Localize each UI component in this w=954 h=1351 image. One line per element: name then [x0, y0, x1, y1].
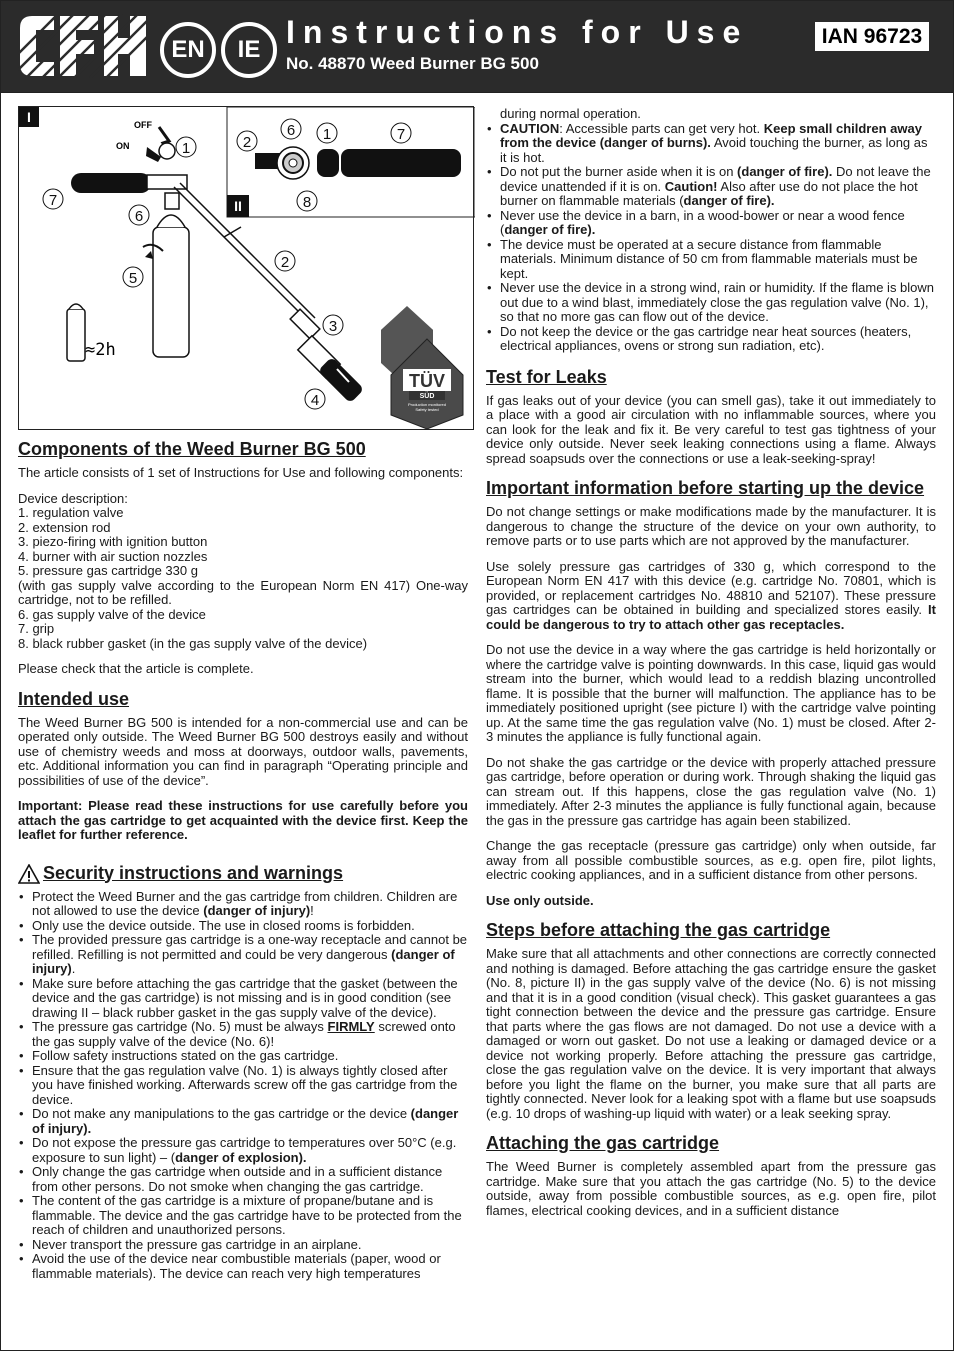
svg-text:4: 4 — [310, 392, 320, 409]
list-item: 2. extension rod — [18, 519, 111, 535]
continued-text: during normal operation. — [500, 106, 641, 121]
list-item: 3. piezo-firing with ignition button — [18, 534, 208, 549]
panel-label-ii: II — [234, 198, 242, 214]
svg-text:6: 6 — [286, 122, 296, 139]
list-item: • Follow safety instructions stated on the gas cartridge. — [18, 1049, 468, 1064]
svg-text:1: 1 — [181, 140, 191, 157]
svg-text:Production monitored: Production monitored — [407, 402, 447, 407]
svg-text:1: 1 — [322, 126, 332, 143]
steps-heading: Steps before attaching the gas cartridge — [486, 920, 831, 940]
leaks-text: If gas leaks out of your device (you can smell gas), take it out immediately to a place with a good air circulation with no inflammable sources, where you can look for the leak and fix it. Be very careful to test gas tightness of your device only outside. Never seek leaking connections using a flame. Always spread soapsuds over the connections or use a leak-seeking-spray! — [486, 392, 936, 466]
intended-use-text: The Weed Burner BG 500 is intended for a non-commercial use and can be operated only outside. The Weed Burner BG 500 destroys easily and without use of chemistry weeds and moss at doorways, outdoor walls, pavements, etc. Additional information you can find in paragraph “Operating principle and possibilities of use of the device”. — [18, 714, 468, 788]
panel-label-i: I — [27, 109, 31, 125]
svg-text:7: 7 — [48, 192, 58, 209]
components-list — [18, 492, 468, 652]
svg-text:3: 3 — [328, 318, 338, 335]
list-item: 5. pressure gas cartridge 330 g — [18, 563, 198, 578]
callout-6 — [129, 205, 149, 225]
list-item: • Do not put the burner aside when it is on (danger of fire). Do not leave the device unattended if it is on. Caution! Also after use do not place the hot burner on flammable materials (danger of fire). — [486, 165, 936, 209]
country-badge-en: EN — [160, 22, 216, 78]
attach-heading: Attaching the gas cartridge — [486, 1133, 720, 1153]
svg-text:8: 8 — [302, 194, 312, 211]
list-item: 4. burner with air suction nozzles — [18, 548, 208, 564]
list-item: • Never use the device in a strong wind, rain or humidity. If the flame is blown out due to a wind blast, immediately close the gas regulation valve (No. 1), so that no more gas can flow out of the device. — [486, 281, 936, 325]
svg-text:6: 6 — [134, 208, 144, 225]
country-badge-ie: IE — [221, 22, 277, 78]
info-paragraph-5: Change the gas receptacle (pressure gas cartridge) only when outside, far away from all possible combustible sources, as e.g. open fire, pilot lights, electric cooking appliances, and in a sufficient distance from other persons. — [486, 838, 936, 882]
ian-badge: IAN 96723 — [815, 22, 929, 51]
steps-text: Make sure that all attachments and other connections are correctly connected and nothing is damaged. Before attaching the gas cartridge ensure the gasket (No. 8, picture II) in the gas supply valve of the device (No. 6) is not missing and that it is in a good condition (visual check). This gasket guarantees a gas tight connection between the device and the pressure gas cartridge. Ensure that parts where the gas flows are not damaged. Do not use a device with a damaged or worn out gasket. Do not use a leaking or damaged device or a device not working properly. Before attaching the pressure gas cartridge, close the gas regulation valve on the device. It is very important that always before you light the flame on the burner, you make sure that all parts are tightly connected. Never look for a leaking spot with a flame but use soapsuds (e.g. 10 drops of washing-up liquid with water) or a leak seeking spray. — [486, 946, 936, 1121]
list-item: • Only change the gas cartridge when outside and in a sufficient distance from other persons. Do not smoke when changing the gas cartridge. — [18, 1165, 468, 1194]
callout-ii-6 — [281, 119, 301, 139]
info-paragraph-3: Do not use the device in a way where the gas cartridge is held horizontally or where the cartridge valve is pointing downwards. In this case, liquid gas would stream into the burner, which would lead to a reddish blazing uncontrolled flame. It is possible that the burner will malfunction. The appliance has to be immediately positioned upright (see picture I) with the cartridge valve pointing up. At the same time the gas regulation valve (No. 1) must be closed. After 2-3 minutes the appliance is fully functional again. — [486, 642, 936, 744]
callout-2 — [275, 251, 295, 271]
intended-use-heading: Intended use — [18, 688, 130, 709]
security-list-continued — [486, 122, 936, 354]
important-note: Important: Please read these instructions for use carefully before you attach the gas cartridge to get acquainted with the device first. Keep the leaflet for further reference. — [18, 798, 468, 842]
right-column — [486, 107, 936, 1229]
info-paragraph-1: Do not change settings or make modifications made by the manufacturer. It is dangerous to change the structure of the device on your own authority, to remove parts or to use parts which are not approved by the manufacturer. — [486, 504, 936, 548]
svg-text:SÜD: SÜD — [419, 393, 435, 400]
callout-ii-2 — [237, 131, 257, 151]
svg-text:OFF: OFF — [134, 120, 152, 130]
completeness-note: Please check that the article is complete. — [18, 661, 254, 676]
duration-label: ≈2h — [85, 340, 116, 360]
list-item: • Ensure that the gas regulation valve (No. 1) is always tightly closed after you have finished working. Afterwards screw off the gas cartridge from the device. — [18, 1064, 468, 1108]
svg-text:ON: ON — [116, 141, 130, 151]
callout-4 — [305, 389, 325, 409]
svg-text:2: 2 — [280, 254, 290, 271]
list-item: • The pressure gas cartridge (No. 5) must be always FIRMLY screwed onto the gas supply valve of the device (No. 6)! — [18, 1020, 468, 1049]
left-column — [18, 438, 468, 1289]
warning-icon — [18, 864, 40, 884]
callout-5 — [123, 267, 143, 287]
callout-ii-1 — [317, 123, 337, 143]
svg-text:Safety tested: Safety tested — [415, 407, 439, 412]
device-description-title: Device description: — [18, 490, 128, 506]
brand-logo — [18, 14, 148, 78]
list-item: 8. black rubber gasket (in the gas supply valve of the device) — [18, 635, 368, 651]
security-heading-row — [18, 862, 468, 884]
callout-3 — [323, 315, 343, 335]
page-title: Instructions for Use — [286, 14, 749, 50]
callout-1 — [176, 137, 196, 157]
list-item: 6. gas supply valve of the device — [18, 606, 206, 622]
list-item: • Never transport the pressure gas cartridge in an airplane. — [18, 1238, 468, 1253]
leaks-heading: Test for Leaks — [486, 366, 607, 387]
list-item: (with gas supply valve according to the European Norm EN 417) One-way cartridge, not to be refilled. — [18, 577, 468, 607]
components-intro: The article consists of 1 set of Instructions for Use and following components: — [18, 465, 464, 480]
callout-7 — [43, 189, 63, 209]
callout-ii-7 — [391, 123, 411, 143]
svg-text:7: 7 — [396, 126, 406, 143]
header-bar — [0, 0, 954, 92]
svg-text:5: 5 — [128, 270, 138, 287]
callout-ii-8 — [297, 191, 317, 211]
list-item: • Never use the device in a barn, in a wood-bower or near a wood fence (danger of fire). — [486, 209, 936, 238]
page-subtitle: No. 48870 Weed Burner BG 500 — [286, 54, 539, 73]
list-item: • The provided pressure gas cartridge is a one-way receptacle and cannot be refilled. Refilling is not permitted and could be very dangerous (danger of injury). — [18, 933, 468, 977]
list-item: • The device must be operated at a secure distance from flammable materials. Minimum distance of 50 cm from flammable materials must be kept. — [486, 238, 936, 282]
info-paragraph-2: Use solely pressure gas cartridges of 330 g, which correspond to the European Norm EN 417 with this device (e.g. cartridge No. 70801, which is provided, or replacement cartridges No. 48810 and 52107). These pressure gas cartridges can be obtained in building and specialized stores easily. It could be dangerous to try to attach other gas receptacles. — [486, 558, 936, 632]
list-item: 1. regulation valve — [18, 505, 124, 520]
security-list — [18, 890, 468, 1282]
device-illustration — [18, 106, 474, 430]
attach-text: The Weed Burner is completely assembled apart from the pressure gas cartridge. Make sure that you attach the gas cartridge (No. 5) to the device outside, away from possible combustible sources, as e.g. open fire, pilot flames, electrical cooking devices, and in a sufficient distance — [486, 1159, 936, 1218]
list-item: • CAUTION: Accessible parts can get very hot. Keep small children away from the device (danger of burns). Avoid touching the burner, as long as it is hot. — [486, 122, 936, 166]
tuv-logo: TÜV — [409, 371, 445, 391]
list-item: • Make sure before attaching the gas cartridge that the gasket (between the device and the gas cartridge) is not missing and is in good condition (see drawing II – black rubber gasket in the gas supply valve of the device). — [18, 977, 468, 1021]
list-item: • Do not keep the device or the gas cartridge near heat sources (heaters, electrical appliances, ovens or strong sun radiation, etc). — [486, 325, 936, 354]
info-heading: Important information before starting up the device — [486, 478, 925, 498]
info-paragraph-4: Do not shake the gas cartridge or the device with properly attached pressure gas cartridge, before operation or during work. Through shaking the liquid gas can stream out. If this happens, close the gas regulation valve (No. 1) immediately. After 2-3 minutes the appliance is fully functional again, because the gas in the pressure gas cartridge has again been stabilized. — [486, 754, 936, 828]
list-item: • Do not make any manipulations to the gas cartridge or the device (danger of injury). — [18, 1107, 468, 1136]
components-heading: Components of the Weed Burner BG 500 — [18, 439, 366, 459]
list-item: • Protect the Weed Burner and the gas cartridge from children. Children are not allowed to use the device (danger of injury)! — [18, 890, 468, 919]
header-divider — [0, 92, 954, 93]
list-item: • Do not expose the pressure gas cartridge to temperatures over 50°C (e.g. exposure to sun light) – (danger of explosion). — [18, 1136, 468, 1165]
list-item: • Avoid the use of the device near combustible materials (paper, wood or flammable materials). The device can reach very high temperatures — [18, 1252, 468, 1281]
list-item: • Only use the device outside. The use in closed rooms is forbidden. — [18, 919, 468, 934]
use-outside-note: Use only outside. — [486, 892, 594, 908]
svg-text:2: 2 — [242, 134, 252, 151]
security-heading: Security instructions and warnings — [43, 862, 344, 883]
list-item: • The content of the gas cartridge is a mixture of propane/butane and is flammable. The device and the gas cartridge have to be protected from the reach of children and unauthorized persons. — [18, 1194, 468, 1238]
illustration-drawing — [19, 107, 475, 431]
list-item: 7. grip — [18, 621, 55, 636]
